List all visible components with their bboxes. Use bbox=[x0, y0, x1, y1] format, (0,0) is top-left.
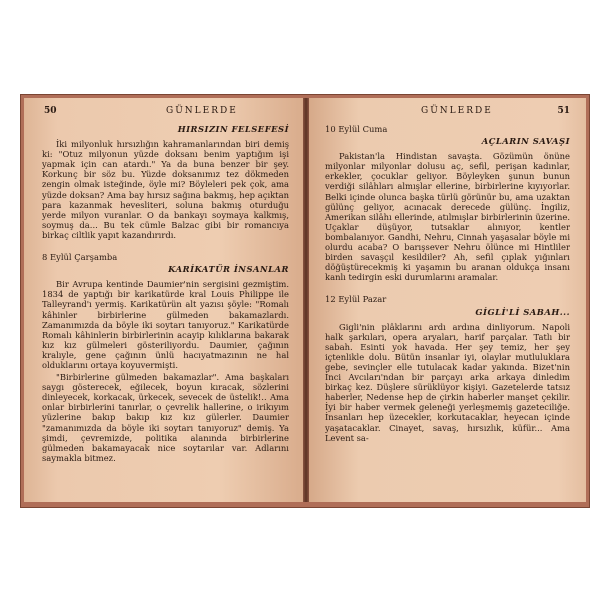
page-number: 51 bbox=[557, 106, 570, 116]
left-page bbox=[24, 98, 303, 502]
paragraph: "Birbirlerine gülmeden bakamazlar". Ama başkaları saygı gösterecek, eğilecek, boyun kıracak, sözlerini dinleyecek, korkacak, ürkecek, sevecek de üstelik!.. Ama onlar birbirlerini tanırlar, o çevrelik hallerine, o irikıyım yüzlerine bakıp bakıp kız kız gülerler. Daumier "zamanımızda da böyle iki soytarı tanıyoruz" demiş. Ya şimdi, çevremizde, politika alanında birbirlerine gülmeden bakamayacak nice soytarılar var. Adlarını saymakla bitmez. bbox=[42, 372, 289, 463]
entry-date: 8 Eylül Çarşamba bbox=[42, 252, 118, 263]
paragraph: İki milyonluk hırsızlığın kahramanlarından biri demiş ki: "Otuz milyonun yüzde doksanı benim yaptığım işi yapmak için can atardı." Ya da buna benzer bir şey. Korkunç bir söz bu. Yüzde doksanımız tez dökmeden zengin olmak isteğinde, öyle mi? Böyleleri pek çok, ama yüzde doksan? Ama bay hırsız sağına bakmış, hep açıktan para kazanmak hevesliteri, soluna bakmış oturduğu yerde milyon vuranlar. O da bankayı soymaya kalkmış, soymuş da... Bu tek cümle Balzac gibi bir romancıya birkaç ciltlik yapıt kazandırırdı. bbox=[42, 139, 289, 240]
section-title: KARİKATÜR İNSANLAR bbox=[168, 264, 289, 275]
right-page-content bbox=[325, 120, 570, 445]
section-title: GİGLİ'Lİ SABAH... bbox=[475, 306, 570, 317]
left-page-content bbox=[42, 124, 289, 465]
left-page-header bbox=[36, 106, 291, 120]
entry-date: 12 Eylül Pazar bbox=[325, 294, 387, 305]
right-page bbox=[309, 98, 586, 502]
open-book bbox=[20, 94, 590, 508]
page-number: 50 bbox=[44, 106, 57, 116]
running-title: GÜNLERDE bbox=[166, 106, 238, 116]
section-title: AÇLARIN SAVAŞI bbox=[481, 136, 570, 147]
entry-date: 10 Eylül Cuma bbox=[325, 124, 388, 134]
paragraph: Bir Avrupa kentinde Daumier'nin sergisini gezmiştim. 1834 de yaptığı bir karikatürde kral Louis Philippe ile Talleyrand'ı yermiş. Karikatürün alt yazısı şöyle: "Romalı kâhinler birbirlerine gülmeden bakamazlardı. Zamanımızda da böyle iki soytarı tanıyoruz." Karikatürde Romalı kâhinlerin birbirlerinin acayip kılıklarına bakarak kız kız gülmeleri gösteriliyordu. Daumier, çağının kralıyle, gene çağının ünlü hacıyatmazının ne hal olduklarını ortaya koyuvermişti. bbox=[42, 279, 289, 370]
running-title: GÜNLERDE bbox=[421, 106, 493, 116]
right-page-header bbox=[321, 106, 574, 120]
section-title: HIRSIZIN FELSEFESİ bbox=[177, 124, 289, 134]
paragraph: Pakistan'la Hindistan savaşta. Gözümün önüne milyonlar milyonlar dolusu aç, sefil, perişan kadınlar, erkekler, çocuklar geliyor. Böyleyken şunun bunun verdiği silâhları almışlar ellerine, birbirlerine kıyıyorlar. Belki içinde olunca başka türlü görünür bu, ama uzaktan gülünç geliyor, acınacak derecede gülünç. İngiliz, Amerikan silâhı ellerinde, atılmışlar birbirlerinin üzerine. Uçaklar düşüyor, tutsaklar alınıyor, kentler bombalanıyor. Gandhi, Nehru, Cinnah yaşasalar böyle mi olurdu acaba? O barışsever Nehru ölünce mi Hintliler birden savaşçıl kesildiler? Ah, sefil çıplak yığınları döğüştürecekmiş ki yaşamın bu aranan oldukça insanı kanlı tedirgin eski durumlarını aramalar. bbox=[325, 151, 570, 283]
paragraph: Gigli'nin plâklarını ardı ardına dinliyorum. Napoli halk şarkıları, opera aryaları, harif parçalar. Tatlı bir sabah. Esinti yok havada. Her şey temiz, her şey içtenlikle dolu. Bütün insanlar iyi, olaylar mutluluklara gebe, sevinçler elle tutulacak kadar yakında. Bizet'nin İnci Avcıları'ndan bir parçayı arka arkaya dinledim birkaç kez. Düşlere sürüklüyor kişiyi. Gazetelerde tatsız haberler, Nedense hep de çirkin haberler manşet çekilir. İyi bir haber vermek geleneği yerleşmemiş gazeteciliğe. İnsanları hep üzecekler, korkutacaklar, heyecan içinde yaşatacaklar. Cinayet, savaş, hırsızlık, küfür... Ama Levent sa- bbox=[325, 321, 570, 443]
